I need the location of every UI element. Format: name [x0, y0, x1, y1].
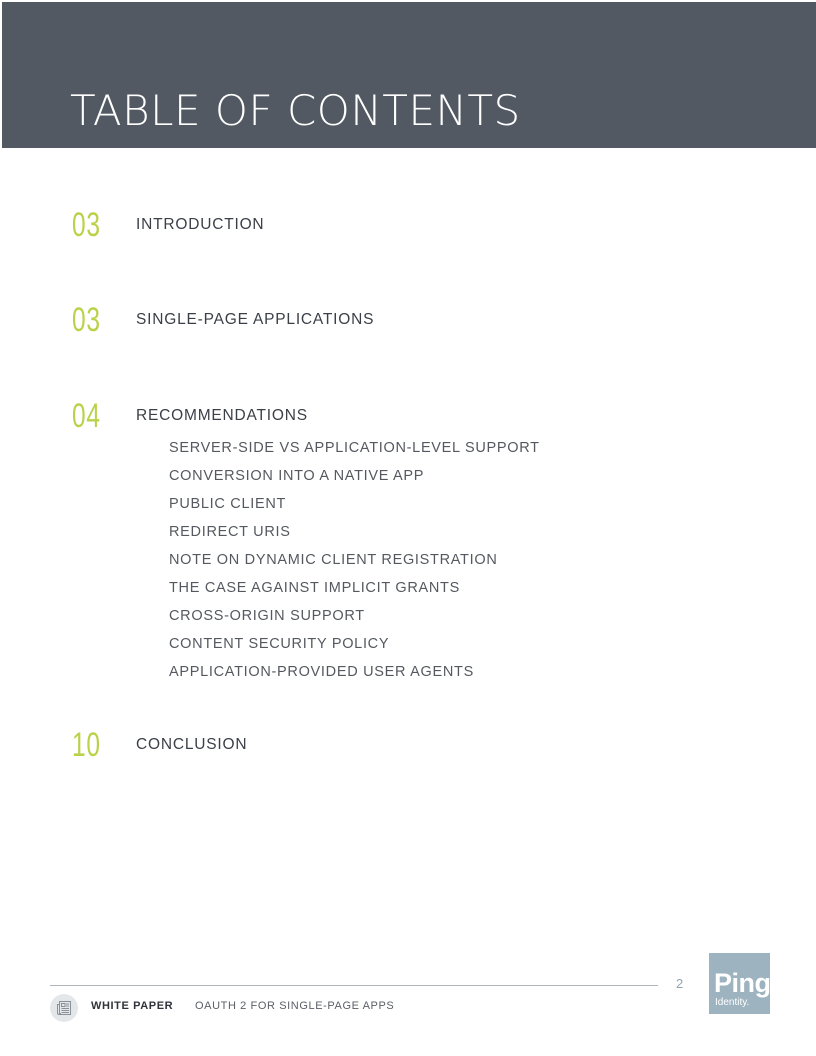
- footer-divider: [50, 985, 658, 986]
- page-title: TABLE OF CONTENTS: [70, 86, 521, 135]
- toc-page-number: 03: [72, 301, 101, 339]
- toc-page-number: 10: [72, 726, 101, 764]
- ping-identity-logo: [709, 953, 770, 1014]
- toc-subitem[interactable]: CONVERSION INTO A NATIVE APP: [169, 468, 425, 484]
- toc-page-number: 03: [72, 206, 101, 244]
- toc-page-number: 04: [72, 397, 101, 435]
- toc-subitem[interactable]: CROSS-ORIGIN SUPPORT: [169, 608, 365, 624]
- toc-label: SINGLE-PAGE APPLICATIONS: [136, 311, 375, 328]
- logo-wordmark: Ping: [714, 968, 771, 998]
- footer-doc-title: OAUTH 2 FOR SINGLE-PAGE APPS: [195, 1000, 395, 1012]
- document-icon: [50, 994, 78, 1022]
- toc-subitem[interactable]: SERVER-SIDE VS APPLICATION-LEVEL SUPPORT: [169, 440, 540, 456]
- toc-label: INTRODUCTION: [136, 216, 265, 233]
- footer-doc-type: WHITE PAPER: [91, 1000, 174, 1012]
- toc-subitem[interactable]: APPLICATION-PROVIDED USER AGENTS: [169, 664, 474, 680]
- toc-subitem[interactable]: THE CASE AGAINST IMPLICIT GRANTS: [169, 580, 460, 596]
- recommendations-subsections: [169, 437, 540, 689]
- toc-label: RECOMMENDATIONS: [136, 407, 308, 424]
- toc-label: CONCLUSION: [136, 736, 248, 753]
- logo-subtitle: Identity.: [715, 997, 750, 1008]
- toc-subitem[interactable]: PUBLIC CLIENT: [169, 496, 287, 512]
- page-number: 2: [676, 976, 684, 991]
- toc-subitem[interactable]: REDIRECT URIS: [169, 524, 291, 540]
- toc-subitem[interactable]: CONTENT SECURITY POLICY: [169, 636, 390, 652]
- toc-subitem[interactable]: NOTE ON DYNAMIC CLIENT REGISTRATION: [169, 552, 498, 568]
